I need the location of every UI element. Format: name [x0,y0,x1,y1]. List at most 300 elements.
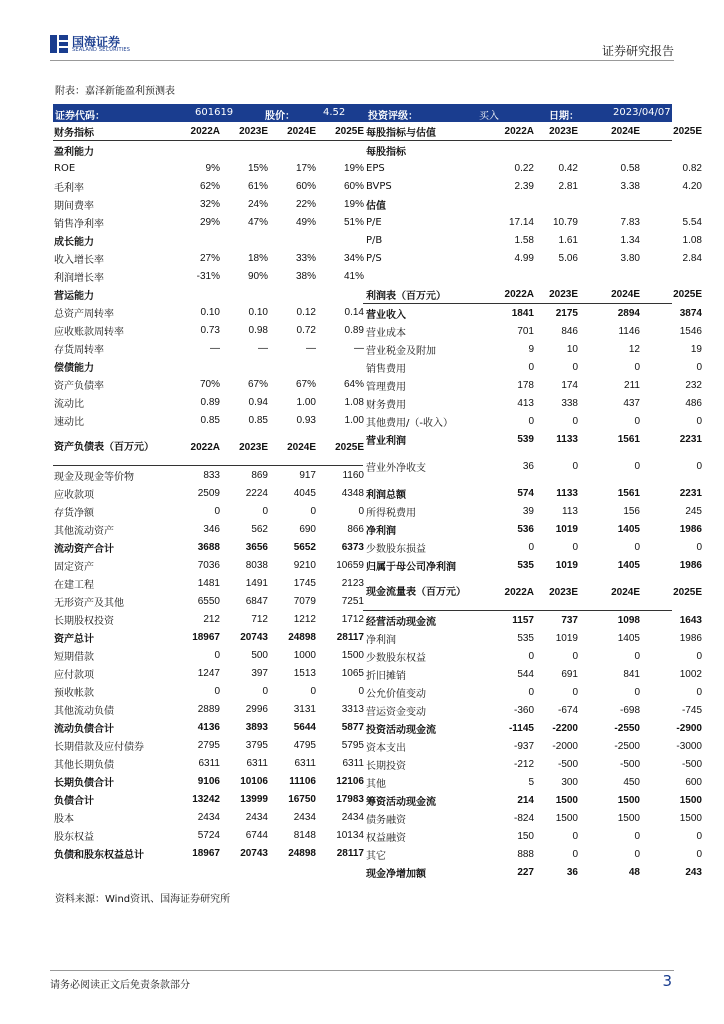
cell-value: 0 [528,541,534,553]
table-row [53,718,363,736]
row-label: 少数股东损益 [366,543,426,555]
cell-value: 150 [517,830,534,842]
cell-value: 1500 [617,812,640,824]
cell-value: 2434 [293,811,316,823]
cell-value: 243 [685,866,702,878]
row-label: 营业成本 [366,327,406,339]
row-label: 投资活动现金流 [366,724,436,736]
cell-value: — [258,342,268,354]
cell-value: 3795 [245,739,268,751]
row-label: 营业利润 [366,435,406,447]
cell-value: -360 [513,704,534,716]
cell-value: -500 [681,758,702,770]
cell-value: 2.84 [682,252,702,264]
table-header-row [53,429,363,466]
cell-value: 0 [634,650,640,662]
cell-value: 0.85 [200,414,220,426]
cell-value: 0 [214,505,220,517]
cell-value: 2025E [673,288,702,300]
cell-value: 178 [517,379,534,391]
cell-value: 8038 [245,559,268,571]
page-header [50,28,674,60]
table-row [363,683,702,701]
cell-value: 6847 [245,595,268,607]
cell-value: 574 [517,487,534,499]
cell-value: 1.08 [344,396,364,408]
cell-value: 67% [295,378,316,390]
cell-value: 1405 [617,523,640,535]
row-label: 偿债能力 [54,362,94,374]
table-row [53,646,363,664]
cell-value: -824 [513,812,534,824]
disclaimer-note: 请务必阅读正文后免责条款部分 [50,980,190,991]
table-row [363,448,702,484]
row-label: 财务费用 [366,399,406,411]
cell-value: 5795 [341,739,364,751]
cell-value: 1.00 [296,396,316,408]
cell-value: 0.14 [344,306,364,318]
cell-value: 22% [295,198,316,210]
cell-value: 19 [690,343,702,355]
cell-value: 2025E [335,125,364,137]
table-row [363,665,702,683]
cell-value: 0 [358,505,364,517]
cell-value: 4795 [293,739,316,751]
stock-code: 601619 [195,107,234,118]
cell-value: 0.10 [200,306,220,318]
cell-value: 2023E [549,288,578,300]
cell-value: 2022A [190,441,220,453]
cell-value: 27% [199,252,220,264]
cell-value: 7.83 [620,216,640,228]
cell-value: 18% [247,252,268,264]
cell-value: 5652 [293,541,316,553]
row-label: 营业外净收支 [366,462,426,474]
cell-value: 1146 [618,325,640,337]
row-label: 长期负债合计 [54,777,114,789]
cell-value: 0 [634,415,640,427]
table-row [53,411,363,429]
row-label: 股东权益 [54,831,94,843]
cell-value: 64% [343,378,364,390]
table-row [363,647,702,665]
cell-value: 2795 [197,739,220,751]
row-label: 其他 [366,778,386,790]
cell-value: 2023E [549,125,578,137]
cell-value: 156 [623,505,640,517]
cell-value: 1500 [555,812,578,824]
table-row [363,538,702,556]
cell-value: 0 [696,460,702,472]
row-label: 营业收入 [366,309,406,321]
cell-value: — [306,342,316,354]
report-date: 2023/04/07 [613,107,671,118]
cell-value: 2.81 [558,180,578,192]
cell-value: 28117 [336,631,364,643]
cell-value: 0 [572,361,578,373]
cell-value: 2024E [287,441,316,453]
stock-info-bar [53,104,672,122]
table-row [53,682,363,700]
cell-value: 0 [310,685,316,697]
cell-value: 2509 [197,487,220,499]
table-row [53,808,363,826]
cell-value: 8148 [293,829,316,841]
cell-value: 0.22 [514,162,534,174]
cell-value: 0 [310,505,316,517]
cell-value: 2434 [341,811,364,823]
cell-value: 2025E [673,586,702,598]
row-label: 利润表（百万元） [366,290,446,302]
cell-value: 539 [517,433,534,445]
header-divider [50,60,674,61]
row-label: 资产负债率 [54,380,104,392]
cell-value: 2023E [239,125,268,137]
table-row [363,755,702,773]
cell-value: 17983 [336,793,364,805]
row-label: 总资产周转率 [54,308,114,320]
section-row [363,195,672,213]
cell-value: 1745 [293,577,316,589]
cell-value: 1160 [342,469,364,481]
cell-value: 12106 [336,775,364,787]
cell-value: 338 [561,397,578,409]
cell-value: 2024E [611,288,640,300]
row-label: 存货周转率 [54,344,104,356]
cell-value: -2200 [552,722,578,734]
cell-value: — [354,342,364,354]
cell-value: 1.08 [682,234,702,246]
section-row [53,231,363,249]
cell-value: 1.34 [620,234,640,246]
cell-value: 1157 [512,614,534,626]
row-label: 权益融资 [366,832,406,844]
cell-value: 690 [299,523,316,535]
cell-value: 11106 [289,775,316,787]
cell-value: -937 [513,740,534,752]
table-row [363,556,702,574]
cell-value: 10659 [336,559,364,571]
row-label: 应收账款周转率 [54,326,124,338]
cell-value: 1561 [617,433,640,445]
cell-value: 2025E [335,441,364,453]
cell-value: 4045 [293,487,316,499]
row-label: 现金及现金等价物 [54,471,134,483]
table-row [53,736,363,754]
cell-value: 1.00 [344,414,364,426]
cell-value: 1491 [245,577,268,589]
row-label: 营运资金变动 [366,706,426,718]
data-source: 资料来源：Wind资讯、国海证券研究所 [55,894,231,905]
row-label: 成长能力 [54,236,94,248]
section-row [53,357,363,375]
row-label: EPS [366,162,385,174]
cell-value: 0 [696,415,702,427]
cell-value: 737 [561,614,578,626]
table-row [53,393,363,411]
table-row [363,213,702,231]
cell-value: 9% [205,162,220,174]
cell-value: 1.58 [514,234,534,246]
cell-value: 19% [343,162,364,174]
row-label: 预收帐款 [54,687,94,699]
row-label: 期间费率 [54,200,94,212]
cell-value: 6311 [246,757,268,769]
row-label: 盈利能力 [54,146,94,158]
cell-value: 1986 [679,523,702,535]
cell-value: 0 [696,650,702,662]
table-header-row [363,285,702,304]
row-label: 负债和股东权益总计 [54,849,144,861]
date-label: 日期： [549,111,579,122]
cell-value: 0.89 [344,324,364,336]
row-label: 流动资产合计 [54,543,114,555]
cell-value: 846 [561,325,578,337]
cell-value: 67% [247,378,268,390]
cell-value: 0.12 [296,306,316,318]
row-label: 债务融资 [366,814,406,826]
cell-value: 0 [634,686,640,698]
cell-value: 1986 [679,632,702,644]
row-label: 销售净利率 [54,218,104,230]
row-label: 公允价值变动 [366,688,426,700]
cell-value: 0 [696,361,702,373]
table-row [53,556,363,574]
cell-value: 1546 [679,325,702,337]
cell-value: 10134 [336,829,364,841]
table-row [53,754,363,772]
row-label: 利润总额 [366,489,406,501]
cell-value: 691 [561,668,578,680]
row-label: 少数股东权益 [366,652,426,664]
cell-value: 2022A [190,125,220,137]
cell-value: 10 [566,343,578,355]
cell-value: 211 [624,379,640,391]
cell-value: 0 [572,830,578,842]
cell-value: 6311 [294,757,316,769]
cell-value: 1098 [617,614,640,626]
cell-value: 60% [295,180,316,192]
cell-value: 0 [634,460,640,472]
cell-value: 70% [199,378,220,390]
cell-value: 18967 [192,847,220,859]
row-label: 固定资产 [54,561,94,573]
cell-value: 51% [343,216,364,228]
cell-value: 6311 [342,757,364,769]
row-label: 流动负债合计 [54,723,114,735]
table-row [363,520,702,538]
cell-value: 0.89 [200,396,220,408]
cell-value: 60% [343,180,364,192]
row-label: 营业税金及附加 [366,345,436,357]
table-row [53,826,363,844]
cell-value: 0 [528,686,534,698]
logo-icon [50,35,68,53]
cell-value: 2.39 [514,180,534,192]
cell-value: 0 [528,650,534,662]
cell-value: 0 [214,685,220,697]
table-row [53,628,363,646]
row-label: 短期借款 [54,651,94,663]
row-label: 销售费用 [366,363,406,375]
table-row [363,863,702,881]
row-label: 其他费用/（-收入） [366,417,453,429]
cell-value: 24898 [288,847,316,859]
cell-value: 38% [295,270,316,282]
cell-value: 33% [295,252,316,264]
cell-value: 701 [517,325,534,337]
table-row [53,303,363,321]
table-row [363,773,702,791]
cell-value: 0 [262,685,268,697]
cell-value: 34% [343,252,364,264]
table-row [53,195,363,213]
row-label: 折旧摊销 [366,670,406,682]
cell-value: 212 [203,613,220,625]
table-row [363,340,702,358]
table-header-row [363,122,702,141]
cell-value: 1019 [555,632,578,644]
cell-value: 1133 [556,433,578,445]
cell-value: 5 [528,776,534,788]
table-row [363,737,702,755]
cell-value: 61% [247,180,268,192]
cell-value: 0 [696,848,702,860]
cell-value: 1500 [555,794,578,806]
cell-value: -2900 [676,722,702,734]
cell-value: 7036 [197,559,220,571]
table-row [363,304,702,322]
cell-value: 2022A [504,288,534,300]
cell-value: 90% [247,270,268,282]
row-label: 现金净增加额 [366,868,426,880]
cell-value: 36 [522,460,534,472]
table-row [53,520,363,538]
cell-value: 214 [517,794,534,806]
row-label: 应收款项 [54,489,94,501]
cell-value: 2434 [197,811,220,823]
table-row [363,177,702,195]
cell-value: 866 [347,523,364,535]
row-label: 财务指标 [54,127,94,139]
sealand-logo [50,34,130,54]
row-label: 资本支出 [366,742,406,754]
cell-value: 888 [517,848,534,860]
table-row [53,538,363,556]
report-type: 证券研究报告 [601,44,674,58]
section-row [53,141,363,159]
table-row [363,845,702,863]
right-column [363,122,702,881]
cell-value: 1019 [555,559,578,571]
cell-value: 0 [214,649,220,661]
table-row [363,827,702,845]
cell-value: 0 [358,685,364,697]
cell-value: 16750 [288,793,316,805]
cell-value: 2889 [197,703,220,715]
rating-label: 投资评级： [368,111,418,122]
cell-value: -2000 [552,740,578,752]
footer-divider [50,970,674,971]
table-row [53,664,363,682]
cell-value: 5.54 [682,216,702,228]
cell-value: 18967 [192,631,220,643]
cell-value: 2024E [287,125,316,137]
cell-value: 841 [623,668,640,680]
cell-value: 13999 [240,793,268,805]
cell-value: -500 [557,758,578,770]
cell-value: 1405 [617,559,640,571]
cell-value: 1561 [617,487,640,499]
cell-value: 24% [247,198,268,210]
cell-value: -3000 [676,740,702,752]
table-row [53,159,363,177]
cell-value: 1481 [197,577,220,589]
table-header-row [363,574,702,611]
table-row [53,574,363,592]
cell-value: 1133 [556,487,578,499]
table-row [363,791,702,809]
cell-value: 5.06 [558,252,578,264]
cell-value: 24898 [288,631,316,643]
row-label: BVPS [366,180,392,192]
table-row [53,592,363,610]
rating-value: 买入 [479,111,499,122]
cell-value: 15% [247,162,268,174]
cell-value: 4136 [197,721,220,733]
cell-value: -1145 [508,722,534,734]
table-row [53,610,363,628]
cell-value: 1247 [197,667,220,679]
table-row [363,159,702,177]
cell-value: -2550 [614,722,640,734]
cell-value: 0 [528,415,534,427]
table-row [363,249,702,267]
cell-value: -31% [196,270,220,282]
table-row [363,322,702,340]
cell-value: 0.93 [296,414,316,426]
cell-value: 20743 [240,631,268,643]
cell-value: 536 [517,523,534,535]
section-row [53,285,363,303]
cell-value: 1065 [341,667,364,679]
cell-value: 3893 [245,721,268,733]
row-label: 利润增长率 [54,272,104,284]
cell-value: 0.73 [200,324,220,336]
row-label: 股本 [54,813,74,825]
cell-value: 2024E [611,586,640,598]
cell-value: 39 [522,505,534,517]
row-label: 长期股权投资 [54,615,114,627]
cell-value: 62% [199,180,220,192]
row-label: ROE [54,162,76,174]
cell-value: 300 [561,776,578,788]
row-label: 管理费用 [366,381,406,393]
table-row [363,611,702,629]
row-label: 所得税费用 [366,507,416,519]
cell-value: 10.79 [552,216,578,228]
cell-value: 1000 [293,649,316,661]
table-title: 附表：嘉泽新能盈利预测表 [55,86,175,97]
cell-value: 2023E [239,441,268,453]
cell-value: 6744 [245,829,268,841]
table-row [363,376,702,394]
cell-value: -745 [681,704,702,716]
cell-value: 0 [634,830,640,842]
cell-value: 437 [623,397,640,409]
table-row [53,267,363,285]
cell-value: 4348 [341,487,364,499]
